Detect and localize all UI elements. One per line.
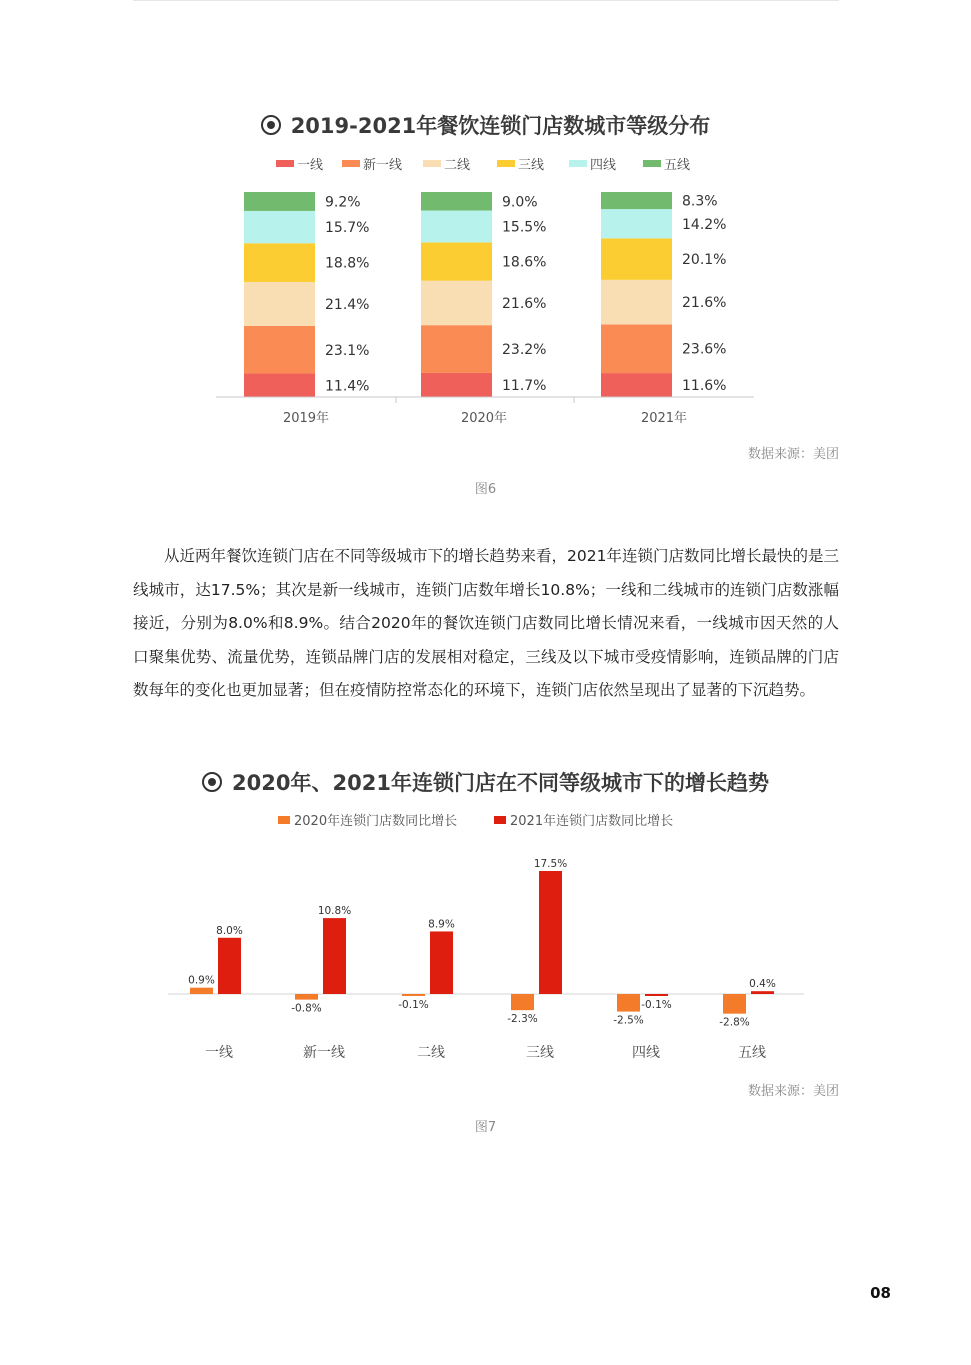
x-tick-label: 二线 bbox=[417, 1045, 445, 1061]
data-label: 8.3% bbox=[682, 193, 718, 210]
legend-label: 新一线 bbox=[363, 158, 403, 173]
legend-swatch bbox=[423, 160, 441, 167]
bar bbox=[723, 994, 746, 1014]
target-icon bbox=[202, 772, 222, 792]
x-tick-label: 三线 bbox=[526, 1045, 554, 1061]
bar bbox=[218, 938, 241, 994]
data-label: 9.0% bbox=[502, 194, 538, 211]
stack-segment bbox=[244, 192, 315, 211]
x-tick-label: 2021年 bbox=[640, 411, 688, 426]
top-rule bbox=[133, 0, 839, 1]
legend-label: 五线 bbox=[664, 158, 691, 173]
legend-swatch bbox=[278, 816, 290, 824]
stack-segment bbox=[601, 192, 672, 209]
chart1-title-wrap bbox=[0, 110, 971, 140]
bar bbox=[190, 988, 213, 994]
stack-segment bbox=[244, 243, 315, 282]
data-label: 15.5% bbox=[502, 219, 547, 236]
data-label: 21.6% bbox=[502, 295, 547, 312]
data-label: 21.6% bbox=[682, 295, 727, 312]
legend-label: 2020年连锁门店数同比增长 bbox=[294, 814, 458, 829]
legend-swatch bbox=[276, 160, 294, 167]
chart1-title: 2019-2021年餐饮连锁门店数城市等级分布 bbox=[290, 114, 711, 138]
stack-segment bbox=[601, 324, 672, 373]
x-tick-label: 四线 bbox=[632, 1045, 660, 1061]
stack-segment bbox=[244, 282, 315, 326]
stack-segment bbox=[244, 211, 315, 243]
stack-segment bbox=[421, 373, 492, 397]
stack-segment bbox=[244, 374, 315, 397]
chart2-title-wrap bbox=[0, 767, 971, 797]
bar bbox=[539, 871, 562, 994]
data-label: 18.6% bbox=[502, 254, 547, 271]
page-number: 08 bbox=[870, 1284, 891, 1302]
legend-swatch bbox=[342, 160, 360, 167]
data-label: 11.4% bbox=[325, 378, 370, 395]
stack-segment bbox=[421, 281, 492, 325]
x-tick-label: 新一线 bbox=[303, 1045, 345, 1061]
legend-label: 三线 bbox=[518, 158, 545, 173]
data-label: 20.1% bbox=[682, 252, 727, 269]
stack-segment bbox=[421, 325, 492, 373]
legend-swatch bbox=[569, 160, 587, 167]
stack-segment bbox=[421, 192, 492, 211]
stack-segment bbox=[421, 242, 492, 280]
chart1-source: 数据来源：美团 bbox=[747, 447, 839, 462]
x-tick-label: 五线 bbox=[738, 1045, 766, 1061]
data-label: 11.7% bbox=[502, 377, 547, 394]
data-label: 11.6% bbox=[682, 378, 727, 395]
stack-segment bbox=[601, 209, 672, 238]
data-label: -0.8% bbox=[291, 1002, 322, 1015]
stack-segment bbox=[421, 211, 492, 243]
stack-segment bbox=[601, 238, 672, 279]
data-label: 18.8% bbox=[325, 255, 370, 272]
legend-swatch bbox=[643, 160, 661, 167]
data-label: 10.8% bbox=[317, 905, 352, 918]
chart1-stacked-bar bbox=[0, 145, 971, 435]
bar bbox=[323, 918, 346, 994]
bar bbox=[430, 931, 453, 994]
x-tick-label: 2019年 bbox=[282, 411, 330, 426]
legend-label: 二线 bbox=[444, 158, 471, 173]
stack-segment bbox=[244, 326, 315, 374]
data-label: 23.1% bbox=[325, 342, 370, 359]
legend-swatch bbox=[494, 816, 506, 824]
data-label: 21.4% bbox=[325, 296, 370, 313]
chart2-caption: 图7 bbox=[474, 1120, 497, 1135]
target-icon bbox=[261, 115, 281, 135]
legend-label: 一线 bbox=[297, 158, 324, 173]
data-label: -0.1% bbox=[398, 999, 429, 1011]
data-label: 23.2% bbox=[502, 342, 547, 359]
data-label: 0.9% bbox=[188, 974, 215, 987]
bar bbox=[645, 994, 668, 996]
data-label: -2.3% bbox=[507, 1013, 538, 1026]
data-label: -2.5% bbox=[613, 1014, 644, 1027]
data-label: 15.7% bbox=[325, 220, 370, 237]
chart2-grouped-bar bbox=[0, 805, 971, 1070]
chart2-source: 数据来源：美团 bbox=[747, 1084, 839, 1099]
data-label: 0.4% bbox=[749, 978, 776, 991]
data-label: 14.2% bbox=[682, 216, 727, 233]
x-tick-label: 一线 bbox=[205, 1045, 233, 1061]
stack-segment bbox=[601, 373, 672, 397]
data-label: 8.0% bbox=[216, 924, 243, 937]
chart1-caption: 图6 bbox=[474, 482, 497, 497]
data-label: -2.8% bbox=[719, 1016, 750, 1029]
data-label: -0.1% bbox=[641, 999, 672, 1011]
stack-segment bbox=[601, 280, 672, 325]
bar bbox=[295, 994, 318, 1000]
bar bbox=[511, 994, 534, 1010]
data-label: 17.5% bbox=[533, 858, 568, 870]
bar bbox=[617, 994, 640, 1012]
data-label: 23.6% bbox=[682, 341, 727, 358]
bar bbox=[402, 994, 425, 996]
data-label: 9.2% bbox=[325, 194, 361, 211]
x-tick-label: 2020年 bbox=[460, 411, 508, 426]
data-label: 8.9% bbox=[428, 918, 455, 931]
legend-swatch bbox=[497, 160, 515, 167]
body-paragraph: 从近两年餐饮连锁门店在不同等级城市下的增长趋势来看，2021年连锁门店数同比增长最快的是三线城市，达17.5%；其次是新一线城市，连锁门店数年增长10.8%；一线和二线城市的连锁门店数涨幅接近，分别为8.0%和8.9%。结合2020年的餐饮连锁门店数同比增长情况来看，一线城市因天然的人口聚集优势、流量优势，连锁品牌门店的发展相对稳定，三线及以下城市受疫情影响，连锁品牌的门店数每年的变化也更加显著；但在疫情防控常态化的环境下，连锁门店依然呈现出了显著的下沉趋势。 bbox=[133, 547, 839, 699]
legend-label: 2021年连锁门店数同比增长 bbox=[510, 814, 674, 829]
chart2-title: 2020年、2021年连锁门店在不同等级城市下的增长趋势 bbox=[232, 771, 769, 795]
legend-label: 四线 bbox=[590, 158, 617, 173]
bar bbox=[751, 991, 774, 994]
